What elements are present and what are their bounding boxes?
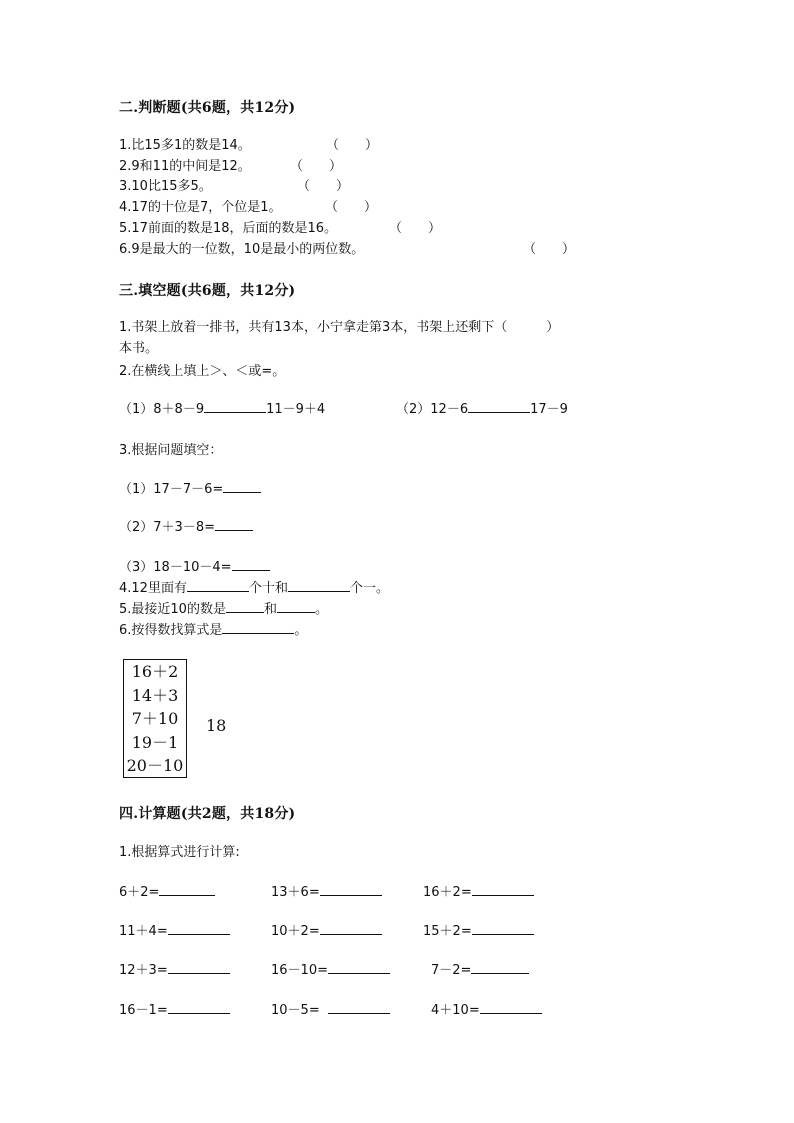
fill-q2-a	[119, 400, 325, 419]
expression-item[interactable]: 19－1	[131, 732, 179, 752]
fill-q4	[119, 579, 389, 598]
judge-item-2	[119, 157, 251, 176]
judge-item-1-text: 1.比15多1的数是14。	[119, 138, 251, 153]
fill-q2-a-left: （1）8＋8－9	[119, 402, 205, 417]
fill-q2-b-right: 17－9	[530, 402, 568, 417]
calc-answer-blank[interactable]	[471, 961, 529, 974]
fill-q3-a-blank[interactable]	[223, 480, 261, 493]
judge-item-6-text: 6.9是最大的一位数，10是最小的两位数。	[119, 242, 365, 257]
fill-q4-blank-ones[interactable]	[288, 579, 350, 592]
calc-cell	[423, 883, 534, 902]
judge-item-6-paren[interactable]: （ ）	[523, 242, 576, 257]
calc-answer-blank[interactable]	[328, 961, 390, 974]
judge-item-3	[119, 177, 212, 196]
calc-q1: 1.根据算式进行计算:	[119, 845, 240, 860]
calc-cell	[119, 961, 230, 980]
fill-q5	[119, 600, 328, 619]
fill-q3-a	[119, 480, 261, 499]
calc-answer-blank[interactable]	[168, 1001, 230, 1014]
calc-answer-blank[interactable]	[168, 961, 230, 974]
fill-q2-b-left: （2）12－6	[396, 402, 469, 417]
fill-q2-b-blank[interactable]	[468, 400, 530, 413]
fill-q3: 3.根据问题填空：	[119, 443, 223, 458]
calc-expression: 13＋6=	[271, 885, 320, 900]
calc-cell	[271, 922, 382, 941]
fill-q5-text-a: 5.最接近10的数是	[119, 602, 226, 617]
judge-item-5-paren[interactable]: （ ）	[389, 221, 442, 236]
fill-q3-a-text: （1）17－7－6=	[119, 482, 224, 497]
expression-item[interactable]: 14＋3	[131, 685, 179, 705]
fill-q3-b-text: （2）7＋3－8=	[119, 520, 215, 535]
calc-answer-blank[interactable]	[472, 883, 534, 896]
fill-q5-text-b: 和	[263, 602, 277, 617]
calc-expression: 12＋3=	[119, 963, 168, 978]
calc-answer-blank[interactable]	[159, 883, 215, 896]
fill-q4-text-a: 4.12里面有	[119, 581, 187, 596]
calc-cell	[119, 922, 230, 941]
judge-item-2-paren[interactable]: （ ）	[290, 159, 343, 174]
calc-cell	[271, 1001, 390, 1020]
section-4-title: 四.计算题(共2题，共18分)	[119, 806, 296, 822]
fill-q2-a-right: 11－9＋4	[266, 402, 326, 417]
fill-q5-text-c: 。	[314, 602, 328, 617]
calc-answer-blank[interactable]	[480, 1001, 542, 1014]
fill-q2-a-blank[interactable]	[204, 400, 266, 413]
fill-q4-text-c: 个一。	[349, 581, 389, 596]
judge-item-3-text: 3.10比15多5。	[119, 179, 212, 194]
judge-item-3-paren[interactable]: （ ）	[297, 179, 350, 194]
judge-item-2-text: 2.9和11的中间是12。	[119, 159, 251, 174]
section-3-title: 三.填空题(共6题，共12分)	[119, 283, 296, 299]
fill-q3-c-blank[interactable]	[232, 558, 270, 571]
calc-expression: 10－5=	[271, 1003, 320, 1018]
calc-cell	[119, 1001, 230, 1020]
calc-expression: 7－2=	[431, 963, 472, 978]
judge-item-4-text: 4.17的十位是7，个位是1。	[119, 200, 282, 215]
calc-cell	[119, 883, 215, 902]
calc-expression: 11＋4=	[119, 924, 168, 939]
calc-expression: 15＋2=	[423, 924, 472, 939]
calc-cell	[423, 922, 534, 941]
fill-q2: 2.在横线上填上＞、＜或=。	[119, 364, 286, 379]
fill-q4-blank-tens[interactable]	[187, 579, 249, 592]
calc-expression: 16－10=	[271, 963, 328, 978]
calc-answer-blank[interactable]	[472, 922, 534, 935]
fill-q3-c-text: （3）18－10－4=	[119, 560, 232, 575]
calc-expression: 10＋2=	[271, 924, 320, 939]
judge-item-6	[119, 240, 364, 259]
expression-item[interactable]: 20－10	[126, 756, 184, 776]
calc-cell	[271, 883, 382, 902]
fill-q6-text-b: 。	[294, 623, 308, 638]
fill-q3-b-blank[interactable]	[215, 518, 253, 531]
judge-item-5	[119, 219, 337, 238]
calc-expression: 4＋10=	[431, 1003, 480, 1018]
judge-item-1-paren[interactable]: （ ）	[326, 138, 379, 153]
fill-q5-blank-2[interactable]	[277, 600, 315, 613]
calc-expression: 16－1=	[119, 1003, 168, 1018]
calc-expression: 16＋2=	[423, 885, 472, 900]
fill-q5-blank-1[interactable]	[226, 600, 264, 613]
target-number: 18	[206, 716, 227, 735]
fill-q6	[119, 621, 307, 640]
calc-answer-blank[interactable]	[320, 922, 382, 935]
calc-expression: 6＋2=	[119, 885, 160, 900]
judge-item-4	[119, 198, 282, 217]
fill-q3-c	[119, 558, 270, 577]
fill-q6-blank[interactable]	[222, 621, 294, 634]
calc-cell	[431, 961, 529, 980]
expression-item[interactable]: 7＋10	[131, 709, 179, 729]
calc-answer-blank[interactable]	[320, 883, 382, 896]
fill-q6-text-a: 6.按得数找算式是	[119, 623, 223, 638]
calc-answer-blank[interactable]	[328, 1001, 390, 1014]
section-2-title: 二.判断题(共6题，共12分)	[119, 100, 296, 116]
judge-item-4-paren[interactable]: （ ）	[325, 200, 378, 215]
judge-item-5-text: 5.17前面的数是18，后面的数是16。	[119, 221, 338, 236]
expression-box	[123, 659, 187, 778]
calc-cell	[431, 1001, 542, 1020]
fill-q2-b	[396, 400, 568, 419]
fill-q3-b	[119, 518, 253, 537]
expression-item[interactable]: 16＋2	[131, 662, 179, 681]
calc-answer-blank[interactable]	[168, 922, 230, 935]
fill-q4-text-b: 个十和	[248, 581, 288, 596]
fill-q1-line1: 1.书架上放着一排书，共有13本，小宁拿走第3本，书架上还剩下（ ）	[119, 320, 560, 335]
judge-item-1	[119, 136, 251, 155]
calc-cell	[271, 961, 390, 980]
fill-q1-line2: 本书。	[119, 341, 159, 356]
